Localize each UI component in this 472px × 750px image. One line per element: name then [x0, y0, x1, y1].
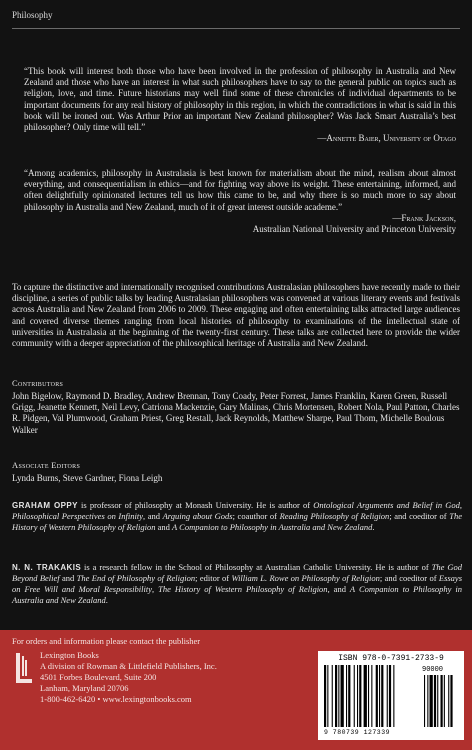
bio-text: ; coauthor of	[232, 511, 280, 521]
barcode-icon	[324, 665, 460, 731]
contributors-list: John Bigelow, Raymond D. Bradley, Andrew Brennan, Tony Coady, Peter Forrest, James Franklin, Karen Green, Russell Grigg, Jeanette Kennett, Neil Levy, Catriona Mackenzie, Gary Malinas, Chris Mortensen, Robert Nola, Paul Patton, Charles R. Pidgen, Val Plumwood, Graham Priest, Greg Restall, Jack Reynolds, Matthew Sharpe, Paul Thom, Michelle Boulous Walker	[12, 391, 460, 435]
book-title: The End of Philosophy of Religion	[76, 573, 196, 583]
associate-editors-heading: Associate Editors	[12, 460, 81, 470]
bio-text: .	[105, 595, 108, 605]
praise-quote-2	[24, 168, 456, 235]
editor-name: GRAHAM OPPY	[12, 501, 78, 510]
book-title: A Companion to Philosophy in Australia and New Zealand	[12, 584, 463, 605]
publisher-name: Lexington Books	[40, 650, 99, 660]
editor-name: N. N. TRAKAKIS	[12, 563, 82, 572]
bio-text: and	[59, 573, 77, 583]
bio-text: ; and coeditor of	[379, 573, 439, 583]
bio-text: and	[155, 522, 172, 532]
book-title: Philosophical Perspectives on Infinity	[12, 511, 143, 521]
publisher-address	[40, 650, 217, 705]
bio-text: ,	[459, 500, 462, 510]
bio-text: is professor of philosophy at Monash University. He is author of	[77, 500, 314, 510]
quote-attribution: —Annette Baier, University of Otago	[317, 133, 456, 144]
lexington-logo-icon	[14, 652, 34, 686]
divider	[12, 28, 460, 29]
contributors-heading: Contributors	[12, 378, 64, 388]
praise-quote-1	[24, 66, 456, 144]
barcode-panel	[318, 651, 464, 740]
quote-text: “This book will interest both those who have been involved in the profession of philosophy in Australia and New Zealand and those who have an interest in what such philosophers have to say to the general public on topics such as religion, love, and time. Future historians may well find some of these chronicles of individual departments to be important documents for any real history of philosophy in this region, in which the contradictions in what is said in this book will be ironed out. Was Arthur Prior an important New Zealand philosopher? Was Jack Smart Australia’s best philosopher? Only time will tell.”	[24, 66, 456, 133]
editor-bio-oppy	[12, 500, 462, 533]
book-title: Essays on Free Will and Moral Responsibility	[12, 573, 463, 594]
order-info: For orders and information please contact the publisher	[12, 636, 201, 646]
bio-text: , and	[143, 511, 163, 521]
book-title: Reading Philosophy of Religion	[279, 511, 390, 521]
bio-text: , and	[327, 584, 350, 594]
bio-text: ; editor of	[195, 573, 232, 583]
price-code: 90000	[422, 666, 444, 674]
publisher-division: A division of Rowman & Littlefield Publishers, Inc.	[40, 661, 217, 671]
book-title: The God Beyond Belief	[12, 562, 462, 583]
associate-editors-list: Lynda Burns, Steve Gardner, Fiona Leigh	[12, 473, 163, 483]
book-title: Arguing about Gods	[162, 511, 233, 521]
bio-text: .	[372, 522, 375, 532]
category-label: Philosophy	[12, 10, 53, 20]
publisher-address-line: 4501 Forbes Boulevard, Suite 200	[40, 672, 157, 682]
book-title: William L. Rowe on Philosophy of Religion	[231, 573, 380, 583]
quote-attribution: —Frank Jackson,	[392, 212, 456, 223]
bio-text: ,	[151, 584, 159, 594]
book-title: The History of Western Philosophy of Religion	[158, 584, 328, 594]
bio-text: ; and coeditor of	[389, 511, 450, 521]
book-title: A Companion to Philosophy in Australia and New Zealand	[172, 522, 373, 532]
book-title: The History of Western Philosophy of Religion	[12, 511, 462, 532]
quote-text: “Among academics, philosophy in Australasia is best known for materialism about the mind, realism about almost everything, and consequentialism in ethics—and for fighting way above its weight. These entertaining, informed, and often delightfully opinionated lectures tell us how this came to be, and why there is so much more to say about philosophy in Australia and New Zealand, much of it of great interest outside academe.”	[24, 168, 456, 212]
book-title: Ontological Arguments and Belief in God	[313, 500, 460, 510]
quote-affiliation: Australian National University and Princeton University	[252, 224, 456, 235]
publisher-footer	[0, 630, 472, 750]
editor-bio-trakakis	[12, 562, 462, 606]
bio-text: is a research fellow in the School of Philosophy at Australian Catholic University. He is author of	[81, 562, 432, 572]
barcode-digits: 9 780739 127339	[324, 729, 391, 736]
isbn-text: ISBN 978-0-7391-2733-9	[338, 654, 444, 663]
book-description: To capture the distinctive and internationally recognised contributions Australasian philosophers have recently made to their discipline, a series of public talks by leading Australasian philosophers was convened at various literary events and festivals across Australia and New Zealand from 2006 to 2009. These engaging and often entertaining talks attracted large audiences and covered diverse themes ranging from local histories of philosophy to examinations of the intellectual state of universities in Australasia at the beginning of the twenty-first century. These talks are collected here to provide the wider community with a deeper appreciation of the philosophical heritage of Australia and New Zealand.	[12, 282, 460, 349]
publisher-address-line: Lanham, Maryland 20706	[40, 683, 129, 693]
publisher-contact: 1-800-462-6420 • www.lexingtonbooks.com	[40, 694, 192, 704]
